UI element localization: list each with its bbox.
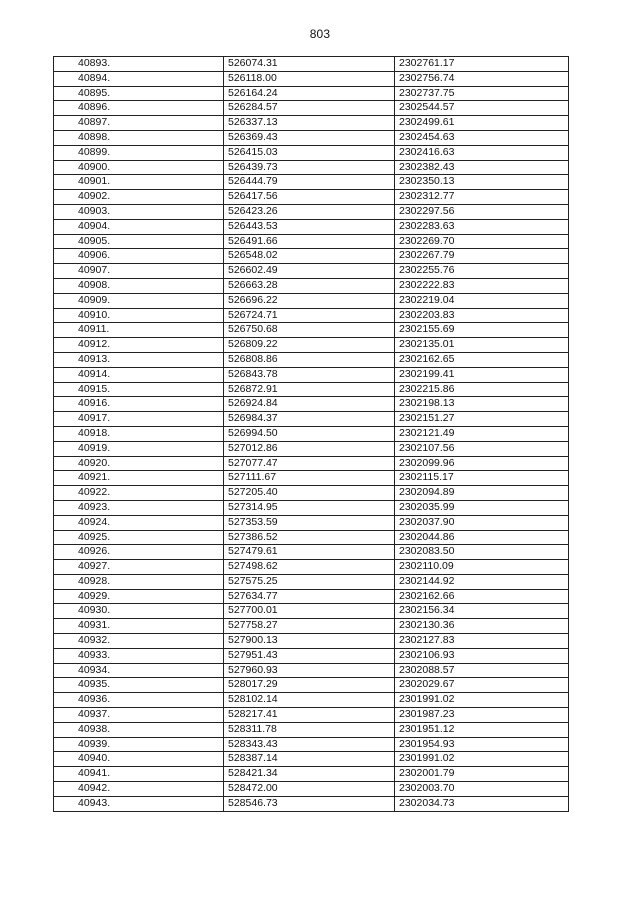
y-coordinate-cell: 2301987.23	[395, 708, 569, 723]
y-coordinate-cell: 2302756.74	[395, 71, 569, 86]
y-coordinate-cell: 2302255.76	[395, 264, 569, 279]
point-number-cell: 40906.	[54, 249, 224, 264]
x-coordinate-cell: 528017.29	[224, 678, 395, 693]
point-number-cell: 40930.	[54, 604, 224, 619]
x-coordinate-cell: 527900.13	[224, 634, 395, 649]
x-coordinate-cell: 526164.24	[224, 86, 395, 101]
table-row	[54, 367, 569, 382]
point-number-cell: 40912.	[54, 338, 224, 353]
page-number: 803	[309, 27, 331, 41]
x-coordinate-cell: 526663.28	[224, 278, 395, 293]
y-coordinate-cell: 2302001.79	[395, 767, 569, 782]
y-coordinate-cell: 2302130.36	[395, 619, 569, 634]
x-coordinate-cell: 526491.66	[224, 234, 395, 249]
table-row	[54, 486, 569, 501]
y-coordinate-cell: 2302155.69	[395, 323, 569, 338]
table-row	[54, 338, 569, 353]
y-coordinate-cell: 2302203.83	[395, 308, 569, 323]
point-number-cell: 40927.	[54, 560, 224, 575]
y-coordinate-cell: 2302115.17	[395, 471, 569, 486]
table-row	[54, 560, 569, 575]
point-number-cell: 40935.	[54, 678, 224, 693]
point-number-cell: 40909.	[54, 293, 224, 308]
point-number-cell: 40899.	[54, 145, 224, 160]
table-row	[54, 160, 569, 175]
x-coordinate-cell: 526843.78	[224, 367, 395, 382]
table-row	[54, 264, 569, 279]
x-coordinate-cell: 528217.41	[224, 708, 395, 723]
table-row	[54, 249, 569, 264]
table-row	[54, 663, 569, 678]
table-row	[54, 782, 569, 797]
point-number-cell: 40911.	[54, 323, 224, 338]
y-coordinate-cell: 2302454.63	[395, 130, 569, 145]
table-row	[54, 515, 569, 530]
point-number-cell: 40917.	[54, 412, 224, 427]
x-coordinate-cell: 527634.77	[224, 589, 395, 604]
table-row	[54, 634, 569, 649]
y-coordinate-cell: 2302151.27	[395, 412, 569, 427]
x-coordinate-cell: 527758.27	[224, 619, 395, 634]
x-coordinate-cell: 526872.91	[224, 382, 395, 397]
table-row	[54, 604, 569, 619]
point-number-cell: 40900.	[54, 160, 224, 175]
x-coordinate-cell: 526415.03	[224, 145, 395, 160]
table-row	[54, 619, 569, 634]
point-number-cell: 40931.	[54, 619, 224, 634]
point-number-cell: 40936.	[54, 693, 224, 708]
point-number-cell: 40928.	[54, 574, 224, 589]
table-row	[54, 767, 569, 782]
y-coordinate-cell: 2302121.49	[395, 426, 569, 441]
table-row	[54, 175, 569, 190]
table-row	[54, 530, 569, 545]
point-number-cell: 40933.	[54, 648, 224, 663]
x-coordinate-cell: 526548.02	[224, 249, 395, 264]
table-row	[54, 471, 569, 486]
point-number-cell: 40919.	[54, 441, 224, 456]
x-coordinate-cell: 526750.68	[224, 323, 395, 338]
table-row	[54, 116, 569, 131]
y-coordinate-cell: 2302737.75	[395, 86, 569, 101]
y-coordinate-cell: 2302199.41	[395, 367, 569, 382]
x-coordinate-cell: 527498.62	[224, 560, 395, 575]
y-coordinate-cell: 2302135.01	[395, 338, 569, 353]
point-number-cell: 40938.	[54, 722, 224, 737]
table-row	[54, 57, 569, 72]
x-coordinate-cell: 526984.37	[224, 412, 395, 427]
x-coordinate-cell: 528546.73	[224, 796, 395, 811]
x-coordinate-cell: 527960.93	[224, 663, 395, 678]
table-row	[54, 441, 569, 456]
table-row	[54, 71, 569, 86]
y-coordinate-cell: 2302544.57	[395, 101, 569, 116]
x-coordinate-cell: 528343.43	[224, 737, 395, 752]
table-row	[54, 219, 569, 234]
y-coordinate-cell: 2302037.90	[395, 515, 569, 530]
y-coordinate-cell: 2302094.89	[395, 486, 569, 501]
table-row	[54, 352, 569, 367]
table-row	[54, 397, 569, 412]
y-coordinate-cell: 2302110.09	[395, 560, 569, 575]
x-coordinate-cell: 526924.84	[224, 397, 395, 412]
y-coordinate-cell: 2302034.73	[395, 796, 569, 811]
x-coordinate-cell: 527479.61	[224, 545, 395, 560]
point-number-cell: 40922.	[54, 486, 224, 501]
y-coordinate-cell: 2302144.92	[395, 574, 569, 589]
x-coordinate-cell: 526444.79	[224, 175, 395, 190]
x-coordinate-cell: 527111.67	[224, 471, 395, 486]
table-row	[54, 101, 569, 116]
table-row	[54, 86, 569, 101]
x-coordinate-cell: 527012.86	[224, 441, 395, 456]
y-coordinate-cell: 2302267.79	[395, 249, 569, 264]
y-coordinate-cell: 2302499.61	[395, 116, 569, 131]
table-row	[54, 382, 569, 397]
y-coordinate-cell: 2302107.56	[395, 441, 569, 456]
table-row	[54, 234, 569, 249]
x-coordinate-cell: 527575.25	[224, 574, 395, 589]
point-number-cell: 40897.	[54, 116, 224, 131]
x-coordinate-cell: 528472.00	[224, 782, 395, 797]
x-coordinate-cell: 526443.53	[224, 219, 395, 234]
x-coordinate-cell: 528311.78	[224, 722, 395, 737]
table-row	[54, 737, 569, 752]
point-number-cell: 40905.	[54, 234, 224, 249]
point-number-cell: 40896.	[54, 101, 224, 116]
table-row	[54, 130, 569, 145]
table-row	[54, 204, 569, 219]
x-coordinate-cell: 527314.95	[224, 500, 395, 515]
y-coordinate-cell: 2302088.57	[395, 663, 569, 678]
y-coordinate-cell: 2302219.04	[395, 293, 569, 308]
y-coordinate-cell: 2302029.67	[395, 678, 569, 693]
table-row	[54, 589, 569, 604]
point-number-cell: 40940.	[54, 752, 224, 767]
x-coordinate-cell: 526439.73	[224, 160, 395, 175]
x-coordinate-cell: 526994.50	[224, 426, 395, 441]
x-coordinate-cell: 526423.26	[224, 204, 395, 219]
point-number-cell: 40893.	[54, 57, 224, 72]
y-coordinate-cell: 2302083.50	[395, 545, 569, 560]
x-coordinate-cell: 526337.13	[224, 116, 395, 131]
table-row	[54, 500, 569, 515]
x-coordinate-cell: 527205.40	[224, 486, 395, 501]
y-coordinate-cell: 2301951.12	[395, 722, 569, 737]
point-number-cell: 40926.	[54, 545, 224, 560]
y-coordinate-cell: 2302127.83	[395, 634, 569, 649]
x-coordinate-cell: 527700.01	[224, 604, 395, 619]
point-number-cell: 40932.	[54, 634, 224, 649]
y-coordinate-cell: 2302761.17	[395, 57, 569, 72]
y-coordinate-cell: 2302162.65	[395, 352, 569, 367]
x-coordinate-cell: 526369.43	[224, 130, 395, 145]
table-row	[54, 708, 569, 723]
x-coordinate-cell: 527386.52	[224, 530, 395, 545]
y-coordinate-cell: 2302269.70	[395, 234, 569, 249]
point-number-cell: 40916.	[54, 397, 224, 412]
y-coordinate-cell: 2302198.13	[395, 397, 569, 412]
point-number-cell: 40894.	[54, 71, 224, 86]
coordinates-table-body	[54, 57, 569, 812]
y-coordinate-cell: 2301991.02	[395, 752, 569, 767]
point-number-cell: 40913.	[54, 352, 224, 367]
table-row	[54, 648, 569, 663]
table-row	[54, 752, 569, 767]
x-coordinate-cell: 526696.22	[224, 293, 395, 308]
point-number-cell: 40934.	[54, 663, 224, 678]
point-number-cell: 40915.	[54, 382, 224, 397]
table-row	[54, 323, 569, 338]
point-number-cell: 40939.	[54, 737, 224, 752]
x-coordinate-cell: 527353.59	[224, 515, 395, 530]
table-row	[54, 456, 569, 471]
point-number-cell: 40914.	[54, 367, 224, 382]
y-coordinate-cell: 2302215.86	[395, 382, 569, 397]
point-number-cell: 40908.	[54, 278, 224, 293]
x-coordinate-cell: 527077.47	[224, 456, 395, 471]
y-coordinate-cell: 2302003.70	[395, 782, 569, 797]
point-number-cell: 40898.	[54, 130, 224, 145]
x-coordinate-cell: 526074.31	[224, 57, 395, 72]
table-row	[54, 308, 569, 323]
point-number-cell: 40910.	[54, 308, 224, 323]
x-coordinate-cell: 528102.14	[224, 693, 395, 708]
x-coordinate-cell: 526602.49	[224, 264, 395, 279]
point-number-cell: 40907.	[54, 264, 224, 279]
point-number-cell: 40937.	[54, 708, 224, 723]
table-row	[54, 693, 569, 708]
point-number-cell: 40943.	[54, 796, 224, 811]
table-row	[54, 278, 569, 293]
point-number-cell: 40902.	[54, 190, 224, 205]
point-number-cell: 40918.	[54, 426, 224, 441]
y-coordinate-cell: 2302312.77	[395, 190, 569, 205]
table-row	[54, 190, 569, 205]
point-number-cell: 40904.	[54, 219, 224, 234]
x-coordinate-cell: 526808.86	[224, 352, 395, 367]
y-coordinate-cell: 2301954.93	[395, 737, 569, 752]
coordinates-table	[53, 56, 569, 812]
x-coordinate-cell: 526417.56	[224, 190, 395, 205]
y-coordinate-cell: 2302283.63	[395, 219, 569, 234]
y-coordinate-cell: 2302156.34	[395, 604, 569, 619]
y-coordinate-cell: 2302162.66	[395, 589, 569, 604]
table-row	[54, 545, 569, 560]
x-coordinate-cell: 526118.00	[224, 71, 395, 86]
point-number-cell: 40941.	[54, 767, 224, 782]
y-coordinate-cell: 2302350.13	[395, 175, 569, 190]
point-number-cell: 40942.	[54, 782, 224, 797]
point-number-cell: 40921.	[54, 471, 224, 486]
table-row	[54, 293, 569, 308]
x-coordinate-cell: 526284.57	[224, 101, 395, 116]
y-coordinate-cell: 2301991.02	[395, 693, 569, 708]
y-coordinate-cell: 2302382.43	[395, 160, 569, 175]
table-row	[54, 412, 569, 427]
y-coordinate-cell: 2302416.63	[395, 145, 569, 160]
point-number-cell: 40923.	[54, 500, 224, 515]
point-number-cell: 40920.	[54, 456, 224, 471]
x-coordinate-cell: 527951.43	[224, 648, 395, 663]
y-coordinate-cell: 2302099.96	[395, 456, 569, 471]
x-coordinate-cell: 526724.71	[224, 308, 395, 323]
point-number-cell: 40895.	[54, 86, 224, 101]
x-coordinate-cell: 526809.22	[224, 338, 395, 353]
table-row	[54, 678, 569, 693]
point-number-cell: 40925.	[54, 530, 224, 545]
x-coordinate-cell: 528387.14	[224, 752, 395, 767]
table-row	[54, 426, 569, 441]
point-number-cell: 40903.	[54, 204, 224, 219]
point-number-cell: 40901.	[54, 175, 224, 190]
y-coordinate-cell: 2302035.99	[395, 500, 569, 515]
table-row	[54, 722, 569, 737]
y-coordinate-cell: 2302297.56	[395, 204, 569, 219]
x-coordinate-cell: 528421.34	[224, 767, 395, 782]
y-coordinate-cell: 2302044.86	[395, 530, 569, 545]
y-coordinate-cell: 2302106.93	[395, 648, 569, 663]
y-coordinate-cell: 2302222.83	[395, 278, 569, 293]
table-row	[54, 796, 569, 811]
point-number-cell: 40929.	[54, 589, 224, 604]
point-number-cell: 40924.	[54, 515, 224, 530]
table-row	[54, 574, 569, 589]
table-row	[54, 145, 569, 160]
